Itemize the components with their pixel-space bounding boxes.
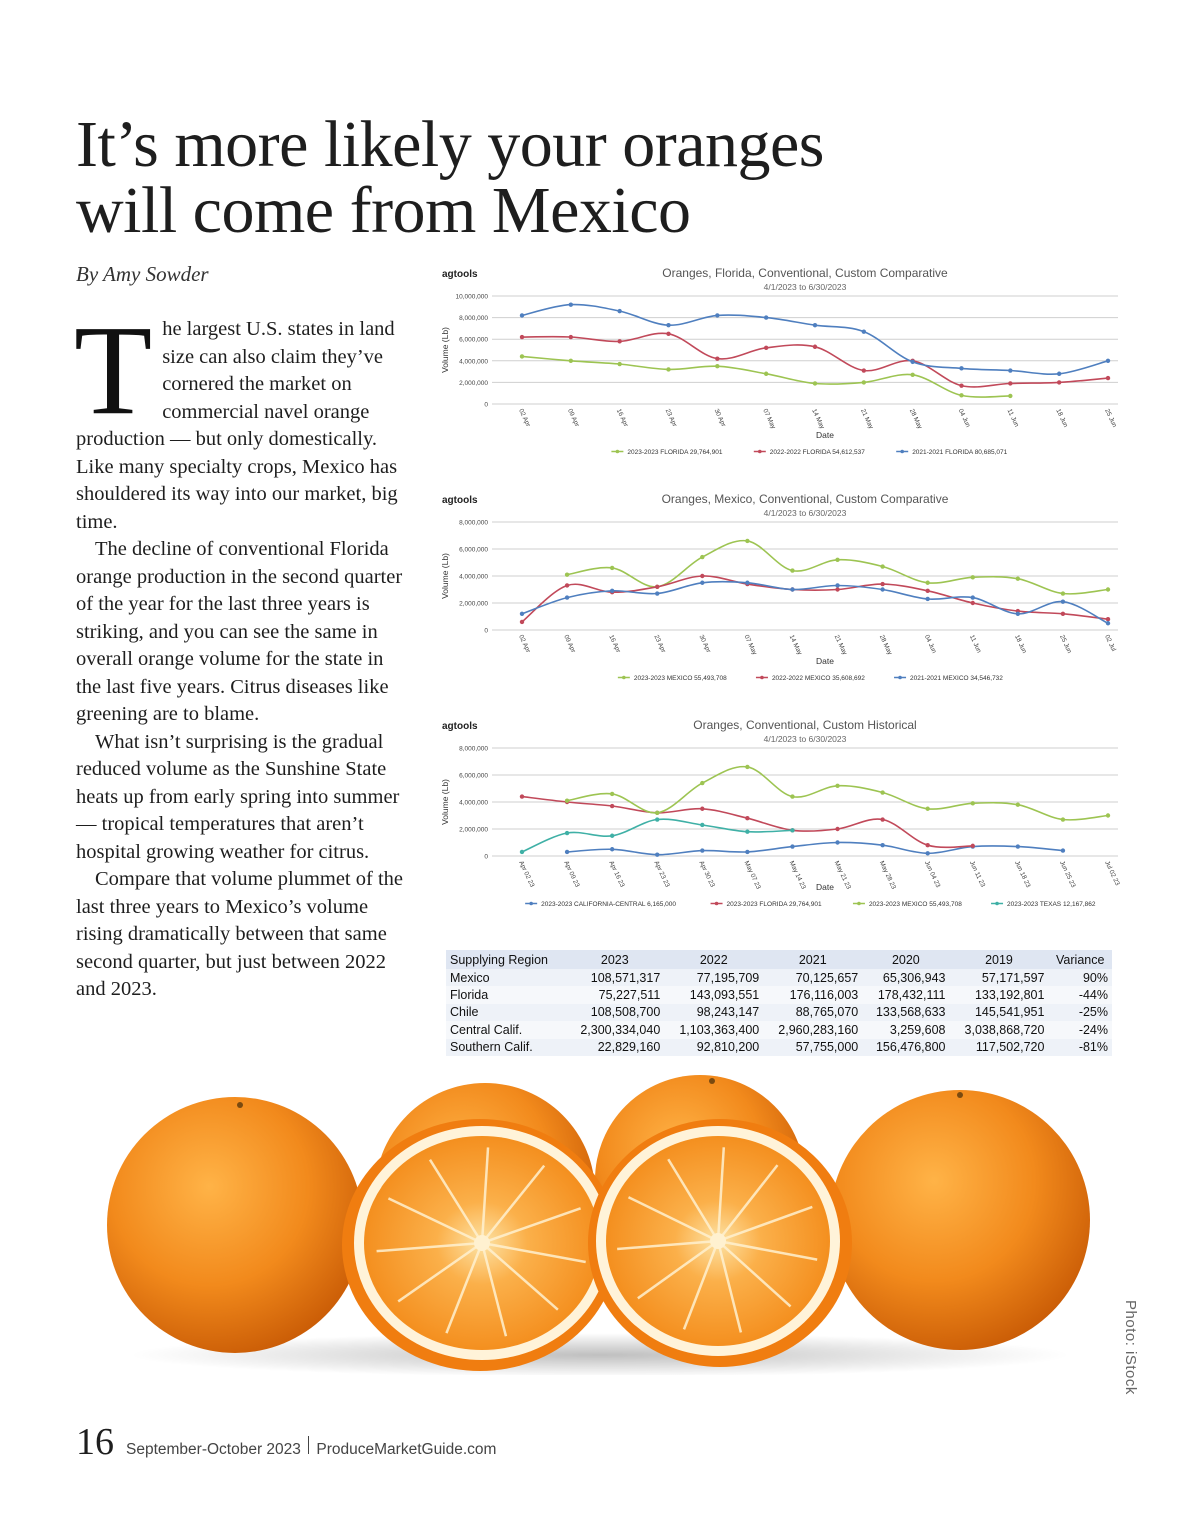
x-tick-label: Apr 09 23 [562, 859, 581, 889]
y-axis-label: Volume (Lb) [440, 779, 450, 825]
x-tick-label: 25 Jun [1103, 407, 1118, 429]
x-tick-label: Jun 18 23 [1013, 859, 1032, 889]
data-point [1061, 848, 1065, 852]
data-point [655, 591, 659, 595]
series-line [567, 842, 1063, 854]
data-point [569, 359, 573, 363]
data-point [1016, 803, 1020, 807]
series-line [522, 356, 1010, 397]
data-point [764, 372, 768, 376]
table-cell: 178,432,111 [877, 988, 946, 1003]
data-point [1061, 591, 1065, 595]
data-point [910, 360, 914, 364]
data-point [813, 345, 817, 349]
x-tick-label: 04 Jun [956, 407, 972, 429]
data-point [880, 582, 884, 586]
x-tick-label: May 14 23 [787, 859, 807, 891]
whole-orange-right [830, 1090, 1090, 1350]
data-point [790, 568, 794, 572]
data-point [925, 807, 929, 811]
table-cell: Chile [450, 1005, 479, 1020]
x-tick-label: 04 Jun [922, 633, 938, 655]
data-point [655, 811, 659, 815]
table-cell: -44% [1078, 988, 1108, 1003]
series-line [522, 797, 973, 848]
table-cell: 2,300,334,040 [580, 1022, 661, 1037]
y-tick-label: 8,000,000 [459, 519, 488, 527]
table-column-header: Variance [1056, 952, 1105, 967]
data-point [1061, 817, 1065, 821]
article-body [74, 299, 406, 1004]
table-cell: 108,508,700 [590, 1005, 661, 1020]
y-tick-label: 6,000,000 [459, 336, 488, 344]
issue-date: September-October 2023 [126, 1441, 301, 1458]
data-point [569, 335, 573, 339]
x-tick-label: Jun 11 23 [967, 859, 987, 889]
data-point [1106, 813, 1110, 817]
chart-title: Oranges, Florida, Conventional, Custom Comparative [662, 266, 948, 280]
legend-marker [900, 450, 904, 454]
legend-marker [995, 902, 999, 906]
data-point [666, 367, 670, 371]
legend-marker [622, 676, 626, 680]
data-point [700, 555, 704, 559]
data-point [610, 834, 614, 838]
data-point [835, 558, 839, 562]
data-point [971, 801, 975, 805]
chart-svg [436, 262, 1124, 474]
x-tick-label: 18 Jun [1013, 633, 1028, 655]
x-tick-label: 14 May [787, 633, 804, 657]
data-point [520, 794, 524, 798]
table-cell: 3,038,868,720 [964, 1022, 1045, 1037]
data-point [880, 587, 884, 591]
series-line [522, 576, 1108, 622]
table-header-row [446, 950, 1112, 969]
data-point [1016, 577, 1020, 581]
data-point [610, 847, 614, 851]
data-point [520, 850, 524, 854]
data-point [1061, 599, 1065, 603]
legend-label: 2022-2022 FLORIDA 54,612,537 [769, 449, 865, 456]
chart-subtitle: 4/1/2023 to 6/30/2023 [763, 508, 847, 518]
x-tick-label: 09 Apr [562, 633, 577, 654]
data-point [835, 827, 839, 831]
paragraph-1 [74, 299, 406, 536]
table-cell: 145,541,951 [974, 1005, 1045, 1020]
chart-florida-comparative [436, 262, 1124, 474]
data-point [971, 595, 975, 599]
x-tick-label: Apr 30 23 [697, 859, 716, 889]
y-tick-label: 2,000,000 [459, 600, 488, 608]
x-tick-label: May 07 23 [742, 859, 762, 891]
table-cell: 77,195,709 [696, 970, 760, 985]
data-point [666, 323, 670, 327]
table-cell: 70,125,657 [795, 970, 859, 985]
data-point [1106, 359, 1110, 363]
y-tick-label: 6,000,000 [459, 772, 488, 780]
data-point [1106, 587, 1110, 591]
x-tick-label: Apr 16 23 [607, 859, 626, 889]
table-cell: 57,171,597 [981, 970, 1045, 985]
data-point [764, 315, 768, 319]
legend-marker [715, 902, 719, 906]
legend-label: 2023-2023 FLORIDA 29,764,901 [627, 449, 723, 456]
data-point [610, 792, 614, 796]
data-point [910, 373, 914, 377]
x-tick-label: 02 Apr [517, 407, 532, 428]
x-tick-label: May 28 23 [877, 859, 897, 891]
data-point [862, 329, 866, 333]
data-point [1008, 394, 1012, 398]
data-point [745, 850, 749, 854]
x-tick-label: 14 May [810, 407, 826, 431]
data-point [925, 851, 929, 855]
data-point [700, 848, 704, 852]
table-row [446, 1021, 1112, 1038]
data-point [745, 816, 749, 820]
table-cell: 1,103,363,400 [679, 1022, 760, 1037]
table-cell: 143,093,551 [689, 988, 760, 1003]
data-point [565, 572, 569, 576]
y-tick-label: 6,000,000 [459, 546, 488, 554]
table-cell: Central Calif. [450, 1022, 523, 1037]
table-cell: -24% [1078, 1022, 1108, 1037]
y-tick-label: 0 [484, 401, 488, 409]
drop-cap: T [74, 299, 153, 441]
data-point [655, 585, 659, 589]
data-point [959, 383, 963, 387]
data-point [520, 612, 524, 616]
data-point [700, 581, 704, 585]
data-point [1016, 612, 1020, 616]
table-cell: 108,571,317 [590, 970, 661, 985]
data-point [835, 587, 839, 591]
x-tick-label: 02 Jul [1103, 633, 1117, 653]
chart-brand: agtools [442, 269, 478, 280]
paragraph-2: The decline of conventional Florida orange production in the second quarter of the year for the last three years is striking, and you can see the same in overall orange volume for the state in the last five years. Citrus diseases like greening are to blame. [76, 538, 403, 725]
data-point [715, 356, 719, 360]
table-cell: 2,960,283,160 [778, 1022, 859, 1037]
supplying-region-table [446, 950, 1112, 1056]
x-tick-label: 25 Jun [1058, 633, 1073, 655]
x-tick-label: 28 May [907, 407, 924, 431]
table-cell: 117,502,720 [975, 1040, 1045, 1055]
chart-title: Oranges, Mexico, Conventional, Custom Comparative [661, 492, 949, 506]
data-point [520, 354, 524, 358]
data-point [520, 620, 524, 624]
chart-legend [611, 449, 1007, 456]
x-tick-label: 07 May [761, 407, 777, 431]
page-footer [76, 1420, 496, 1464]
x-tick-label: 11 Jun [967, 633, 983, 655]
photo-credit-text: Photo: iStock [1122, 1300, 1139, 1395]
whole-orange-left [107, 1097, 363, 1353]
y-tick-label: 4,000,000 [459, 799, 488, 807]
x-tick-label: 21 May [859, 407, 875, 431]
chart-subtitle: 4/1/2023 to 6/30/2023 [763, 282, 847, 292]
data-point [1106, 617, 1110, 621]
data-point [617, 309, 621, 313]
table-row [446, 1004, 1112, 1021]
data-point [1016, 844, 1020, 848]
table-cell: 88,765,070 [795, 1005, 859, 1020]
table-cell: 133,568,633 [875, 1005, 946, 1020]
table-cell: 57,755,000 [795, 1040, 859, 1055]
headline-line-2: will come from Mexico [76, 174, 691, 247]
chart-legend [618, 675, 1003, 682]
table-cell: Florida [450, 988, 489, 1003]
data-point [813, 381, 817, 385]
data-point [520, 313, 524, 317]
data-point [700, 781, 704, 785]
data-point [565, 595, 569, 599]
chart-legend [525, 901, 1096, 908]
table-cell: 65,306,943 [882, 970, 946, 985]
table-row [446, 969, 1112, 986]
table-cell: Southern Calif. [450, 1040, 533, 1055]
data-point [971, 844, 975, 848]
table-cell: 90% [1082, 970, 1108, 985]
data-point [1106, 376, 1110, 380]
series-line [522, 582, 1108, 624]
table-column-header: 2019 [985, 952, 1013, 967]
legend-marker [758, 450, 762, 454]
data-point [666, 332, 670, 336]
data-point [925, 597, 929, 601]
data-point [655, 817, 659, 821]
data-point [617, 362, 621, 366]
x-tick-label: 23 Apr [652, 633, 667, 654]
chart-title: Oranges, Conventional, Custom Historical [693, 718, 917, 732]
y-axis-label: Volume (Lb) [440, 327, 450, 373]
data-point [565, 798, 569, 802]
data-point [700, 807, 704, 811]
legend-marker [616, 450, 620, 454]
table-cell: -81% [1078, 1040, 1108, 1055]
data-point [610, 589, 614, 593]
table-cell: 133,192,801 [974, 988, 1045, 1003]
table-row [446, 986, 1112, 1003]
legend-label: 2023-2023 MEXICO 55,493,708 [633, 675, 727, 682]
x-tick-label: Apr 23 23 [652, 859, 671, 889]
table-column-header: 2020 [891, 952, 920, 967]
legend-label: 2023-2023 MEXICO 55,493,708 [868, 901, 962, 908]
data-point [880, 790, 884, 794]
legend-marker [898, 676, 902, 680]
y-axis-label: Volume (Lb) [440, 553, 450, 599]
footer-divider [308, 1436, 310, 1454]
data-point [925, 581, 929, 585]
data-point [790, 794, 794, 798]
data-point [520, 335, 524, 339]
data-point [862, 368, 866, 372]
x-tick-label: 11 Jun [1005, 407, 1020, 429]
table-cell: 3,259,608 [889, 1022, 946, 1037]
chart-brand: agtools [442, 495, 478, 506]
y-tick-label: 8,000,000 [459, 315, 488, 323]
data-point [880, 564, 884, 568]
data-point [959, 366, 963, 370]
data-point [835, 784, 839, 788]
data-point [1106, 621, 1110, 625]
x-tick-label: Jul 02 23 [1103, 859, 1121, 887]
table-column-header: Supplying Region [450, 952, 548, 967]
y-tick-label: 0 [484, 627, 488, 635]
data-point [715, 313, 719, 317]
data-point [880, 843, 884, 847]
orange-half-left [342, 1119, 618, 1371]
legend-marker [529, 902, 533, 906]
y-tick-label: 4,000,000 [459, 358, 488, 366]
data-point [880, 817, 884, 821]
table-cell: 176,116,003 [789, 988, 859, 1003]
byline: By Amy Sowder [76, 262, 209, 286]
website: ProduceMarketGuide.com [316, 1441, 497, 1458]
x-axis-label: Date [816, 882, 834, 892]
data-point [745, 830, 749, 834]
legend-label: 2023-2023 CALIFORNIA-CENTRAL 6,165,000 [541, 901, 677, 908]
x-tick-label: 21 May [832, 633, 849, 657]
series-line [522, 819, 793, 852]
x-tick-label: Apr 02 23 [517, 859, 536, 889]
chart-subtitle: 4/1/2023 to 6/30/2023 [763, 734, 847, 744]
paragraph-1-text: he largest U.S. states in land size can also claim they’ve cornered the market on commercial navel orange production — but only domestically. Like many specialty crops, Mexico has shouldered its way into our market, big time. [76, 318, 398, 533]
data-point [925, 843, 929, 847]
data-point [1061, 612, 1065, 616]
orange-half-right [588, 1119, 852, 1367]
data-point [764, 346, 768, 350]
headline-line-1: It’s more likely your oranges [76, 108, 824, 181]
legend-label: 2023-2023 TEXAS 12,167,862 [1007, 901, 1096, 908]
x-tick-label: 07 May [742, 633, 758, 657]
data-point [700, 823, 704, 827]
x-tick-label: Jun 04 23 [922, 859, 942, 889]
table-cell: 22,829,160 [597, 1040, 661, 1055]
x-tick-label: Jun 25 23 [1058, 859, 1077, 889]
y-tick-label: 0 [484, 853, 488, 861]
x-tick-label: 30 Apr [697, 633, 712, 654]
oranges-photo [100, 1075, 1100, 1375]
x-tick-label: 30 Apr [712, 407, 727, 428]
data-point [790, 587, 794, 591]
table-cell: Mexico [450, 970, 490, 985]
legend-marker [760, 676, 764, 680]
paragraph-4: Compare that volume plummet of the last three years to Mexico’s volume rising dramatically between that same second quarter, but just between 2022 and 2023. [76, 868, 404, 1000]
paragraph-3: What isn’t surprising is the gradual reduced volume as the Sunshine State heats up from early spring into summer — tropical temperatures that aren’t hospital growing weather for citrus. [76, 730, 400, 863]
data-point [569, 302, 573, 306]
x-tick-label: 16 Apr [607, 633, 622, 654]
legend-label: 2021-2021 MEXICO 34,546,732 [910, 675, 1003, 682]
chart-svg [436, 714, 1124, 926]
data-point [835, 583, 839, 587]
table-cell: 156,476,800 [875, 1040, 946, 1055]
data-point [565, 831, 569, 835]
table-row [446, 1039, 1112, 1056]
data-point [971, 575, 975, 579]
data-point [565, 583, 569, 587]
table-cell: -25% [1078, 1005, 1108, 1020]
x-tick-label: 18 Jun [1054, 407, 1069, 429]
data-point [610, 566, 614, 570]
data-point [1057, 380, 1061, 384]
data-point [1008, 368, 1012, 372]
table-column-header: 2023 [600, 952, 629, 967]
x-axis-label: Date [816, 430, 834, 440]
x-tick-label: 09 Apr [566, 407, 581, 428]
data-point [700, 574, 704, 578]
x-tick-label: 23 Apr [663, 407, 678, 428]
data-point [790, 828, 794, 832]
data-point [790, 844, 794, 848]
legend-label: 2023-2023 FLORIDA 29,764,901 [726, 901, 822, 908]
y-tick-label: 4,000,000 [459, 573, 488, 581]
data-point [959, 393, 963, 397]
chart-brand: agtools [442, 721, 478, 732]
data-point [715, 364, 719, 368]
table-cell: 92,810,200 [696, 1040, 760, 1055]
data-point [813, 323, 817, 327]
y-tick-label: 2,000,000 [459, 379, 488, 387]
legend-label: 2021-2021 FLORIDA 80,685,071 [912, 449, 1008, 456]
data-point [745, 539, 749, 543]
data-point [862, 380, 866, 384]
data-point [1008, 381, 1012, 385]
photo-credit [1120, 1300, 1150, 1410]
y-tick-label: 8,000,000 [459, 745, 488, 753]
series-line [522, 333, 1108, 387]
data-point [925, 589, 929, 593]
y-tick-label: 10,000,000 [455, 293, 488, 301]
x-tick-label: 28 May [877, 633, 894, 657]
table-cell: 75,227,511 [598, 988, 661, 1003]
data-point [835, 840, 839, 844]
data-point [565, 850, 569, 854]
legend-marker [857, 902, 861, 906]
headline [76, 108, 876, 247]
data-point [617, 339, 621, 343]
table-column-header: 2021 [798, 952, 827, 967]
data-point [655, 852, 659, 856]
x-axis-label: Date [816, 656, 834, 666]
data-point [1057, 372, 1061, 376]
data-point [745, 581, 749, 585]
x-tick-label: May 21 23 [832, 859, 852, 891]
x-tick-label: 02 Apr [517, 633, 532, 654]
y-tick-label: 2,000,000 [459, 826, 488, 834]
data-point [745, 765, 749, 769]
chart-mexico-comparative [436, 488, 1124, 700]
chart-historical [436, 714, 1124, 926]
page-number: 16 [76, 1421, 114, 1463]
legend-label: 2022-2022 MEXICO 35,608,692 [771, 675, 865, 682]
table-cell: 98,243,147 [696, 1005, 760, 1020]
x-tick-label: 16 Apr [614, 407, 630, 428]
chart-svg [436, 488, 1124, 700]
table-column-header: 2022 [699, 952, 728, 967]
data-point [610, 804, 614, 808]
data-point [971, 601, 975, 605]
